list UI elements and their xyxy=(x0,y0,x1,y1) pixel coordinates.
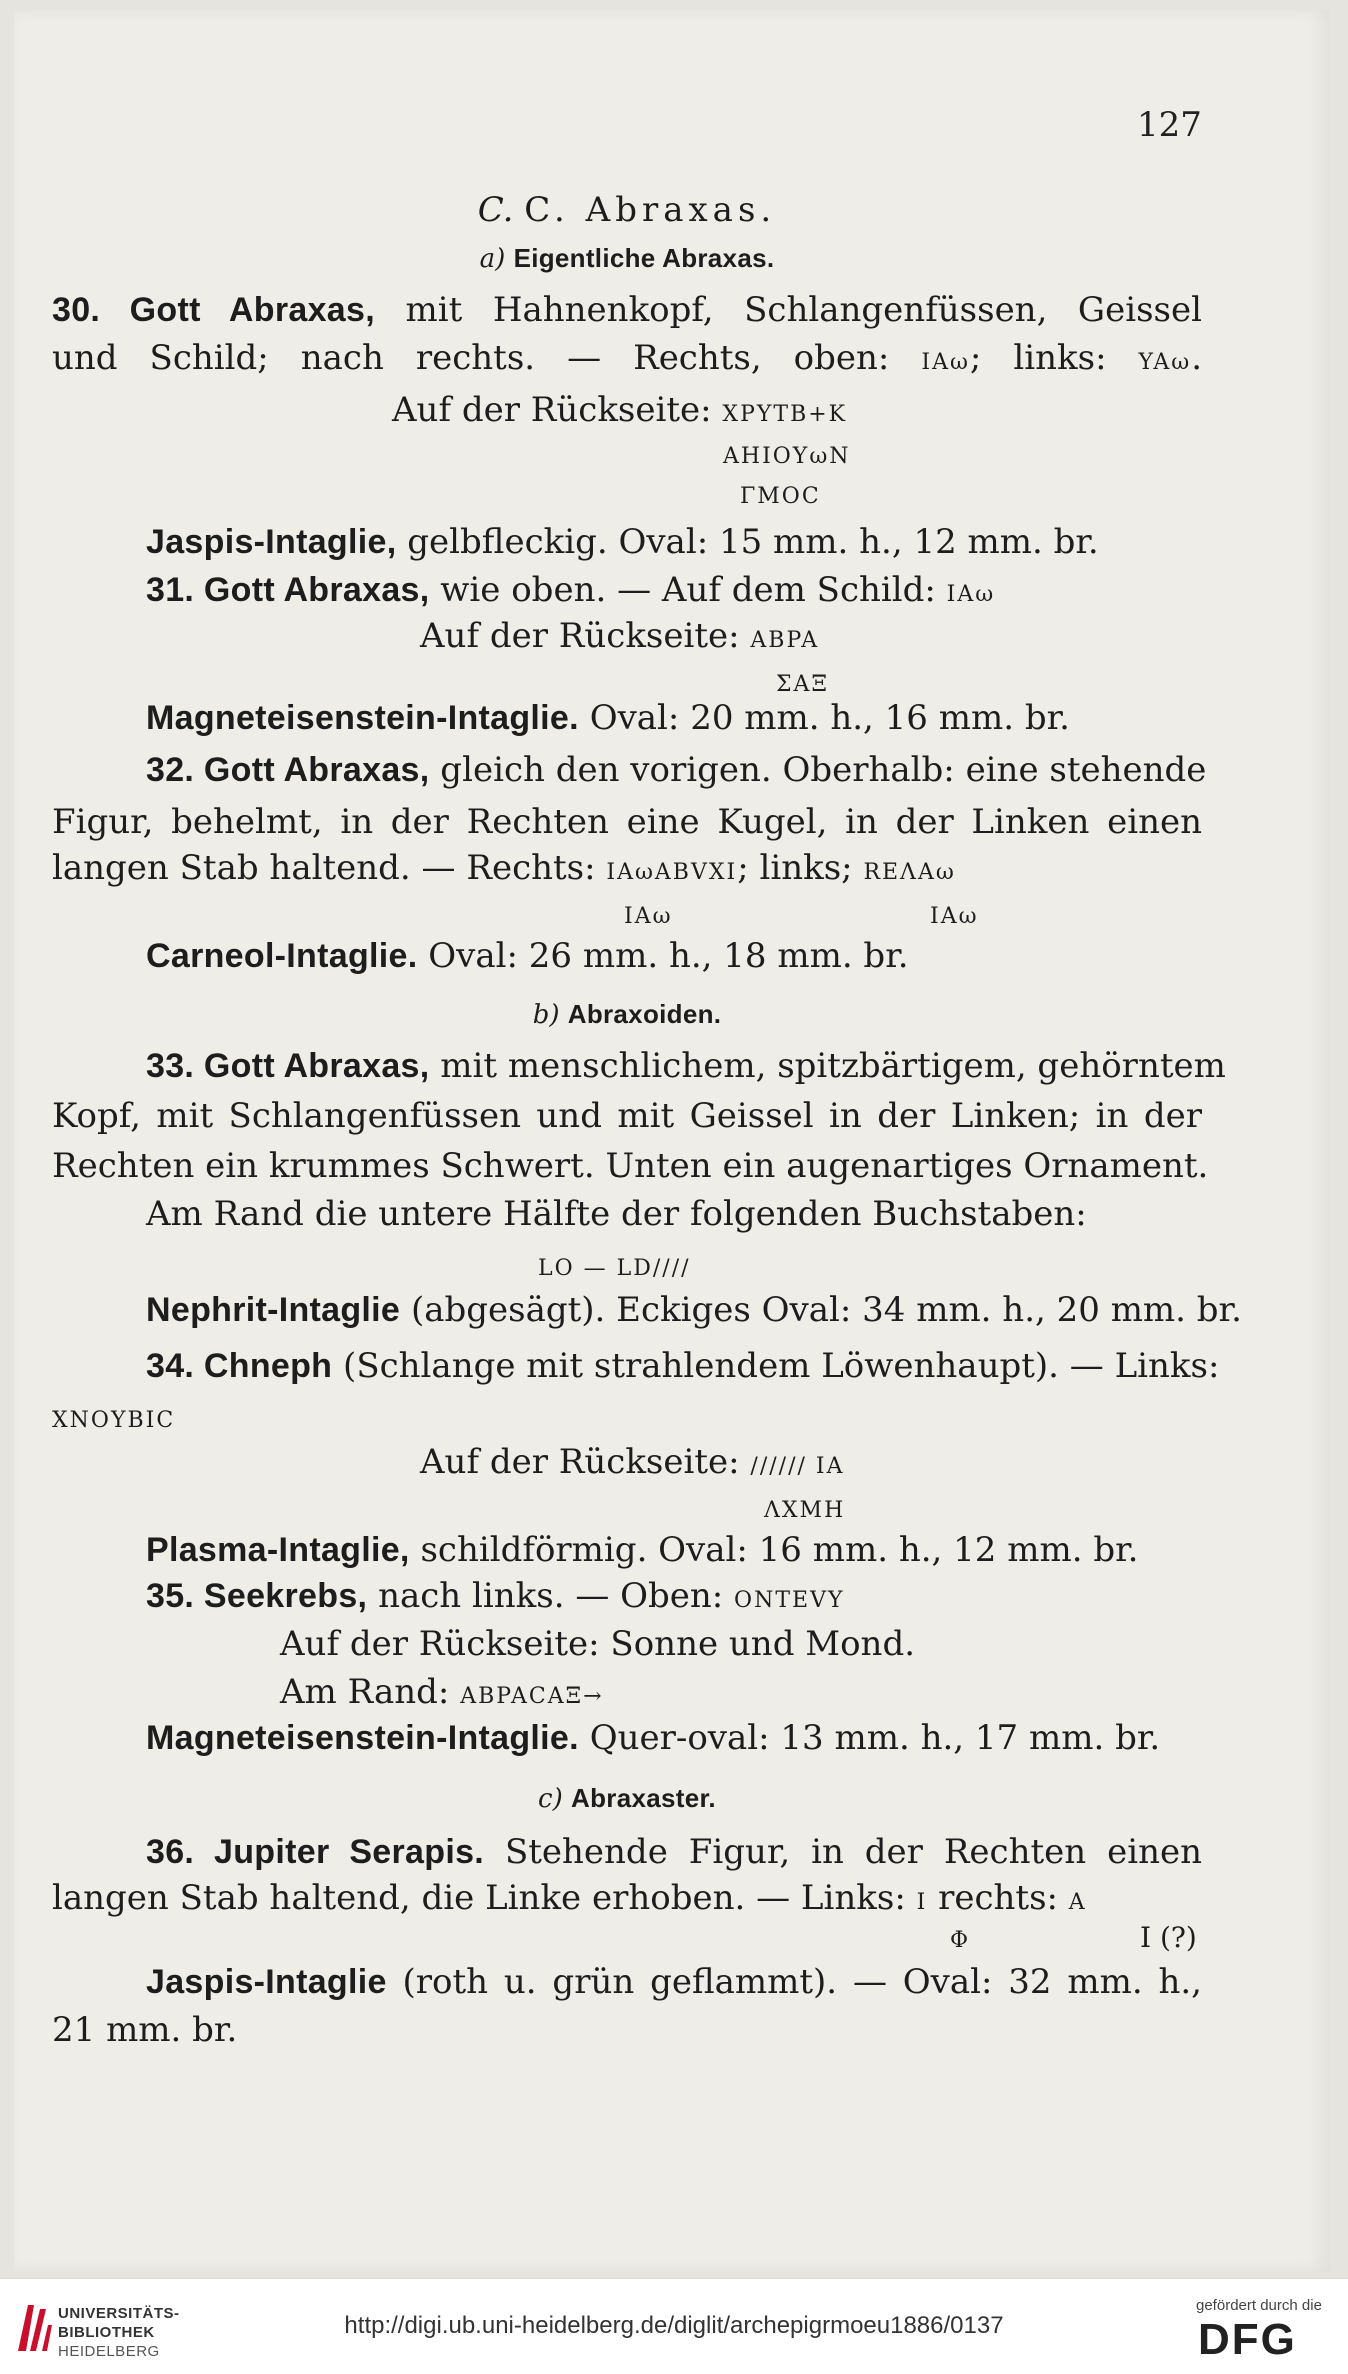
text-line: Kopf, mit Schlangenfüssen und mit Geissel in der Linken; in der xyxy=(52,1096,1202,1136)
reverse-line: Auf der Rückseite: XPYTB+K xyxy=(392,390,848,430)
text-line: langen Stab haltend, die Linke erhoben. — Links: I rechts: A xyxy=(52,1878,1087,1918)
inscription-line: XNOYBIC xyxy=(52,1408,176,1433)
text-line: 21 mm. br. xyxy=(52,2010,238,2050)
reverse-line: Auf der Rückseite: ABPA xyxy=(420,616,820,656)
inscription-line: AHIOYωN xyxy=(723,444,851,469)
material-line: Plasma-Intaglie, schildförmig. Oval: 16 mm. h., 12 mm. br. xyxy=(146,1530,1139,1570)
section-heading: C. C. Abraxas. xyxy=(477,190,777,230)
inscription: YAω xyxy=(1138,350,1192,375)
text-line: Rechten ein krummes Schwert. Unten ein augenartiges Ornament. xyxy=(52,1146,1209,1186)
material-name: Jaspis-Intaglie xyxy=(146,1963,387,2001)
material-name: Nephrit-Intaglie xyxy=(146,1291,401,1329)
inscription: REΛAω xyxy=(863,860,956,885)
entry-title: 34. Chneph xyxy=(146,1347,333,1385)
entry-line: 30. Gott Abraxas, mit Hahnenkopf, Schlangenfüssen, Geissel xyxy=(52,290,1202,330)
reverse-line: Am Rand: ABPACAΞ→ xyxy=(280,1672,604,1712)
entry-line: und Schild; nach rechts. — Rechts, oben: IAω; links: YAω. xyxy=(52,338,1202,378)
entry-title: 35. Seekrebs, xyxy=(146,1577,368,1615)
material-line: Nephrit-Intaglie (abgesägt). Eckiges Oval: 34 mm. h., 20 mm. br. xyxy=(146,1290,1242,1330)
funding-note: gefördert durch die xyxy=(1196,2297,1322,2314)
inscription: ONTEVY xyxy=(734,1588,845,1613)
entry-title: 33. Gott Abraxas, xyxy=(146,1047,430,1085)
page-url-link[interactable]: http://digi.ub.uni-heidelberg.de/diglit/archepigrmoeu1886/0137 xyxy=(344,2312,1004,2339)
material-name: Carneol-Intaglie. xyxy=(146,937,418,975)
entry-line: 34. Chneph (Schlange mit strahlendem Löwenhaupt). — Links: xyxy=(146,1346,1220,1386)
material-name: Magneteisenstein-Intaglie. xyxy=(146,1719,579,1757)
material-name: Magneteisenstein-Intaglie. xyxy=(146,699,579,737)
entry-line: 35. Seekrebs, nach links. — Oben: ONTEVY xyxy=(146,1576,845,1616)
entry-title: 36. Jupiter Serapis. xyxy=(146,1833,485,1871)
entry-line: 31. Gott Abraxas, wie oben. — Auf dem Schild: IAω xyxy=(146,570,996,610)
inscription: ABPACAΞ→ xyxy=(460,1684,604,1709)
subsection-heading: c) Abraxaster. xyxy=(538,1783,716,1814)
page-number: 127 xyxy=(1137,105,1202,145)
dfg-logo: DFG xyxy=(1198,2315,1297,2364)
inscription-line: IAω xyxy=(624,904,673,929)
inscription: I xyxy=(916,1890,928,1915)
entry-title: 31. Gott Abraxas, xyxy=(146,571,430,609)
inscription: IAω xyxy=(946,582,996,607)
library-name-line3: HEIDELBERG xyxy=(58,2343,160,2360)
reverse-line: Auf der Rückseite: ////// IA xyxy=(420,1442,845,1482)
material-name: Jaspis-Intaglie, xyxy=(146,523,397,561)
subsection-heading: b) Abraxoiden. xyxy=(532,999,722,1030)
reverse-line: Auf der Rückseite: Sonne und Mond. xyxy=(280,1624,916,1664)
inscription: XPYTB+K xyxy=(722,402,848,427)
material-line: Magneteisenstein-Intaglie. Oval: 20 mm. h., 16 mm. br. xyxy=(146,698,1070,738)
entry-line: 36. Jupiter Serapis. Stehende Figur, in der Rechten einen xyxy=(146,1832,1203,1872)
inscription: ABPA xyxy=(750,628,820,653)
entry-title: 30. Gott Abraxas, xyxy=(52,291,375,329)
viewer-footer xyxy=(0,2278,1348,2374)
library-name-line2: BIBLIOTHEK xyxy=(58,2324,155,2341)
text-line: Figur, behelmt, in der Rechten eine Kugel, in der Linken einen xyxy=(52,802,1202,842)
material-line: Magneteisenstein-Intaglie. Quer-oval: 13 mm. h., 17 mm. br. xyxy=(146,1718,1161,1758)
material-line: Jaspis-Intaglie (roth u. grün geflammt). — Oval: 32 mm. h., xyxy=(146,1962,1202,2002)
inscription-line: LO — LD//// xyxy=(538,1256,691,1281)
paper-sheet xyxy=(14,10,1330,2272)
inscription-line: ΓMOC xyxy=(740,484,821,509)
material-line: Jaspis-Intaglie, gelbfleckig. Oval: 15 mm. h., 12 mm. br. xyxy=(146,522,1099,562)
inscription-line: I (?) xyxy=(1140,1921,1197,1954)
text-line: Am Rand die untere Hälfte der folgenden Buchstaben: xyxy=(146,1194,1087,1234)
inscription-line: ΣAΞ xyxy=(776,672,829,697)
inscription: IAωABVXI xyxy=(606,860,738,885)
inscription-line: ΛXMH xyxy=(764,1498,846,1523)
inscription: A xyxy=(1068,1890,1087,1915)
entry-line: 33. Gott Abraxas, mit menschlichem, spitzbärtigem, gehörntem xyxy=(146,1046,1226,1086)
inscription-line: IAω xyxy=(930,904,979,929)
subsection-heading: a) Eigentliche Abraxas. xyxy=(479,243,775,274)
inscription: IAω xyxy=(921,350,970,375)
inscription-line: Φ xyxy=(950,1928,971,1953)
library-name-line1: UNIVERSITÄTS- xyxy=(58,2305,180,2322)
material-name: Plasma-Intaglie, xyxy=(146,1531,410,1569)
text-line: langen Stab haltend. — Rechts: IAωABVXI; links; REΛAω xyxy=(52,848,956,888)
inscription: ////// IA xyxy=(750,1454,845,1479)
material-line: Carneol-Intaglie. Oval: 26 mm. h., 18 mm. br. xyxy=(146,936,909,976)
entry-line: 32. Gott Abraxas, gleich den vorigen. Oberhalb: eine stehende xyxy=(146,750,1207,790)
entry-title: 32. Gott Abraxas, xyxy=(146,751,430,789)
